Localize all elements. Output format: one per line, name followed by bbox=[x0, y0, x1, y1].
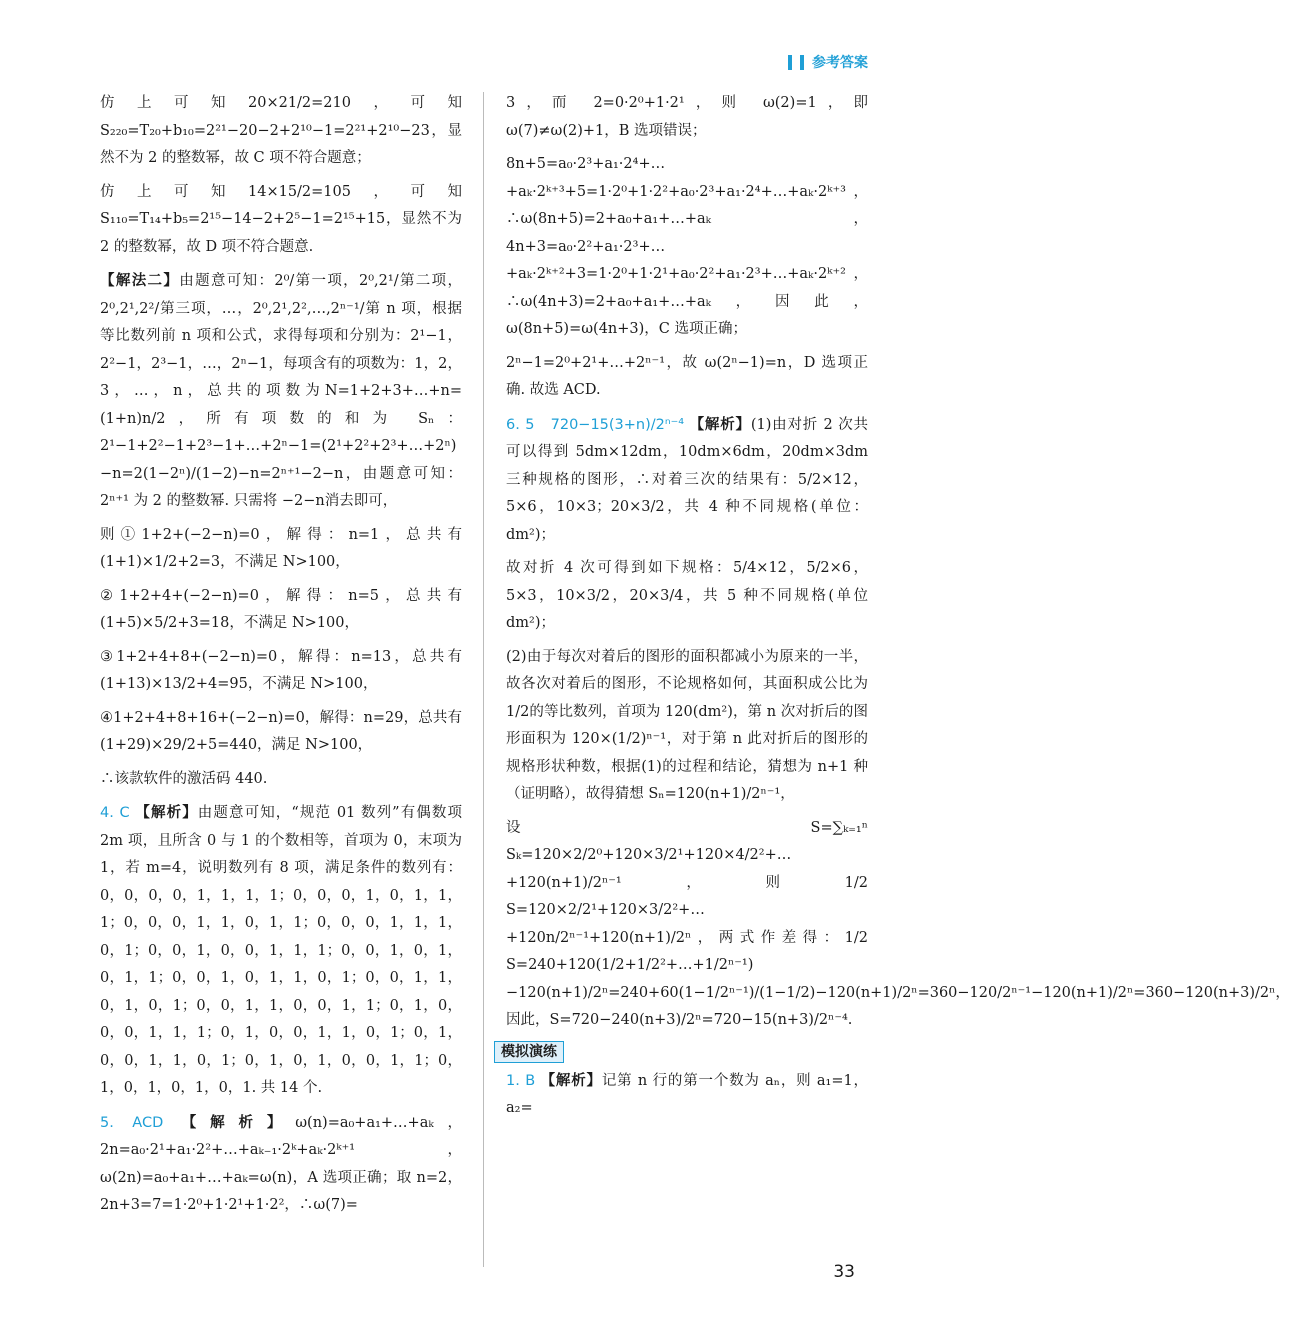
answer-text: 设 S=∑ₖ₌₁ⁿ Sₖ=120×2/2⁰+120×3/2¹+120×4/2²+…+120(n+1)/2ⁿ⁻¹，则1/2 S=120×2/2¹+120×3/2²+…+120n/2ⁿ⁻¹+120(n+1)/2ⁿ，两式作差得：1/2 S=240+120(1/2+1/2²+…+1/2ⁿ⁻¹)−120(n+1)/2ⁿ=240+60(1−1/2ⁿ⁻¹)/(1−1/2)−120(n+1)/2ⁿ=360−120/2ⁿ⁻¹−120(n+1)/2ⁿ=360−120(n+3)/2ⁿ，因此，S=720−240(n+3)/2ⁿ=720−15(n+3)/2ⁿ⁻⁴. bbox=[506, 819, 1290, 1028]
answer-paragraph bbox=[506, 411, 868, 550]
answer-number: 4. C bbox=[100, 805, 130, 821]
solution-tag: 【解析】 bbox=[540, 1071, 602, 1089]
header-bar-icon bbox=[788, 55, 792, 70]
answer-text: 8n+5=a₀·2³+a₁·2⁴+…+aₖ·2ᵏ⁺³+5=1·2⁰+1·2²+a₀·2³+a₁·2⁴+…+aₖ·2ᵏ⁺³，∴ω(8n+5)=2+a₀+a₁+…+aₖ，4n+3=a₀·2²+a₁·2³+…+aₖ·2ᵏ⁺²+3=1·2⁰+1·2¹+a₀·2²+a₁·2³+…+aₖ·2ᵏ⁺²，∴ω(4n+3)=2+a₀+a₁+…+aₖ，因此，ω(8n+5)=ω(4n+3)，C 选项正确； bbox=[506, 156, 868, 337]
answer-paragraph bbox=[100, 705, 462, 760]
answer-text: 3，而 2=0·2⁰+1·2¹，则 ω(2)=1，即 ω(7)≠ω(2)+1，B 选项错误； bbox=[506, 95, 868, 139]
solution-tag: 【解析】 bbox=[135, 804, 198, 821]
answer-paragraph bbox=[506, 151, 868, 344]
section-label: 模拟演练 bbox=[494, 1041, 564, 1063]
answer-text: (2)由于每次对着后的图形的面积都减小为原来的一半，故各次对着后的图形，不论规格如何，其面积成公比为1/2的等比数列，首项为 120(dm²)，第 n 次对折后的图形面积为 120×(1/2)ⁿ⁻¹，对于第 n 此对折后的图形的规格形状种数，根据(1)的过程和结论，猜想为 n+1 种（证明略），故得猜想 Sₙ=120(n+1)/2ⁿ⁻¹， bbox=[506, 648, 868, 802]
answer-number: 1. B bbox=[506, 1072, 536, 1089]
right-column bbox=[501, 90, 1290, 1123]
answer-paragraph bbox=[100, 644, 462, 699]
right-column-main bbox=[506, 90, 1290, 1035]
answer-paragraph bbox=[100, 766, 462, 794]
answer-paragraph bbox=[100, 583, 462, 638]
answer-number: 5. ACD bbox=[100, 1114, 164, 1131]
page-number: 33 bbox=[833, 1262, 855, 1282]
answer-text: (1)由对折 2 次共可以得到 5dm×12dm，10dm×6dm，20dm×3dm 三种规格的图形，∴对着三次的结果有：5/2×12，5×6，10×3；20×3/2，共 4 种不同规格(单位：dm²)； bbox=[506, 416, 869, 543]
answer-text: ω(n)=a₀+a₁+…+aₖ，2n=a₀·2¹+a₁·2²+…+aₖ₋₁·2ᵏ+aₖ·2ᵏ⁺¹，ω(2n)=a₀+a₁+…+aₖ=ω(n)，A 选项正确；取 n=2，2n+3=7=1·2⁰+1·2¹+1·2²，∴ω(7)= bbox=[100, 1114, 463, 1213]
answer-paragraph bbox=[506, 1067, 868, 1123]
answer-text: 则①1+2+(−2−n)=0，解得：n=1，总共有(1+1)×1/2+2=3，不满足 N>100， bbox=[100, 526, 462, 570]
answer-paragraph bbox=[100, 179, 462, 262]
answer-text: 2ⁿ−1=2⁰+2¹+…+2ⁿ⁻¹，故 ω(2ⁿ−1)=n，D 选项正确. 故选 ACD. bbox=[506, 354, 868, 398]
answer-text: 由题意可知，“规范 01 数列”有偶数项 2m 项，且所含 0 与 1 的个数相等，首项为 0，末项为 1，若 m=4，说明数列有 8 项，满足条件的数列有：0，0，0，0，1，1，1，1；0，0，0，1，0，1，1，1；0，0，0，1，1，0，1，1；0，0，0，1，1，1，0，1；0，0，1，0，0，1，1，1；0，0，1，0，1，0，1，1；0，0，1，0，1，1，0，1；0，0，1，1，0，1，0，1；0，0，1，1，0，0，1，1；0，1，0，0，0，1，1，1；0，1，0，0，1，1，0，1；0，1，0，0，1，1，0，1；0，1，0，1，0，0，1，1；0，1，0，1，0，1，0，1. 共 14 个. bbox=[100, 805, 462, 1096]
answer-paragraph bbox=[100, 799, 462, 1103]
page-header bbox=[788, 52, 868, 72]
answer-paragraph bbox=[506, 350, 868, 405]
answer-text: 记第 n 行的第一个数为 aₙ，则 a₁=1，a₂= bbox=[506, 1072, 869, 1116]
answer-text: ④1+2+4+8+16+(−2−n)=0，解得：n=29，总共有(1+29)×29/2+5=440，满足 N>100， bbox=[100, 709, 462, 753]
solution-tag: 【解法二】 bbox=[100, 272, 180, 289]
solution-tag: 【解析】 bbox=[689, 415, 751, 433]
answer-paragraph bbox=[506, 644, 868, 809]
left-column bbox=[100, 90, 462, 1220]
answer-paragraph bbox=[506, 555, 868, 638]
answer-number: 6. 5 720−15(3+n)/2ⁿ⁻⁴ bbox=[506, 416, 685, 433]
answer-paragraph bbox=[506, 90, 868, 145]
answer-paragraph bbox=[506, 815, 1290, 1035]
answer-paragraph bbox=[100, 522, 462, 577]
answer-text: ③1+2+4+8+(−2−n)=0，解得：n=13，总共有(1+13)×13/2+4=95，不满足 N>100， bbox=[100, 648, 462, 692]
answer-paragraph bbox=[100, 90, 462, 173]
column-divider bbox=[483, 92, 484, 1267]
right-column-after-section bbox=[506, 1067, 868, 1123]
solution-tag: 【解析】 bbox=[181, 1113, 296, 1131]
answer-text: 由题意可知：2⁰/第一项，2⁰,2¹/第二项，2⁰,2¹,2²/第三项，…，2⁰,2¹,2²,…,2ⁿ⁻¹/第 n 项，根据等比数列前 n 项和公式，求得每项和分别为：2¹−1，2²−1，2³−1，…，2ⁿ−1，每项含有的项数为：1，2，3，…，n，总共的项数为N=1+2+3+…+n=(1+n)n/2，所有项数的和为 Sₙ：2¹−1+2²−1+2³−1+…+2ⁿ−1=(2¹+2²+2³+…+2ⁿ)−n=2(1−2ⁿ)/(1−2)−n=2ⁿ⁺¹−2−n，由题意可知：2ⁿ⁺¹ 为 2 的整数幂. 只需将 −2−n消去即可， bbox=[100, 273, 462, 509]
answer-text: ②1+2+4+(−2−n)=0，解得：n=5，总共有(1+5)×5/2+3=18，不满足 N>100， bbox=[100, 587, 462, 631]
answer-text: 故对折 4 次可得到如下规格：5/4×12，5/2×6，5×3，10×3/2，20×3/4，共 5 种不同规格(单位 dm²)； bbox=[506, 560, 868, 631]
answer-text: 仿上可知20×21/2=210，可知 S₂₂₀=T₂₀+b₁₀=2²¹−20−2+2¹⁰−1=2²¹+2¹⁰−23，显然不为 2 的整数幂，故 C 项不符合题意； bbox=[100, 95, 462, 166]
header-bar-icon bbox=[800, 55, 804, 70]
header-title: 参考答案 bbox=[812, 55, 868, 71]
answer-text: ∴该款软件的激活码 440. bbox=[100, 770, 268, 787]
answer-paragraph bbox=[100, 267, 462, 516]
answer-text: 仿上可知14×15/2=105，可知 S₁₁₀=T₁₄+b₅=2¹⁵−14−2+2⁵−1=2¹⁵+15，显然不为 2 的整数幂，故 D 项不符合题意. bbox=[100, 183, 462, 255]
answer-paragraph bbox=[100, 1109, 462, 1220]
